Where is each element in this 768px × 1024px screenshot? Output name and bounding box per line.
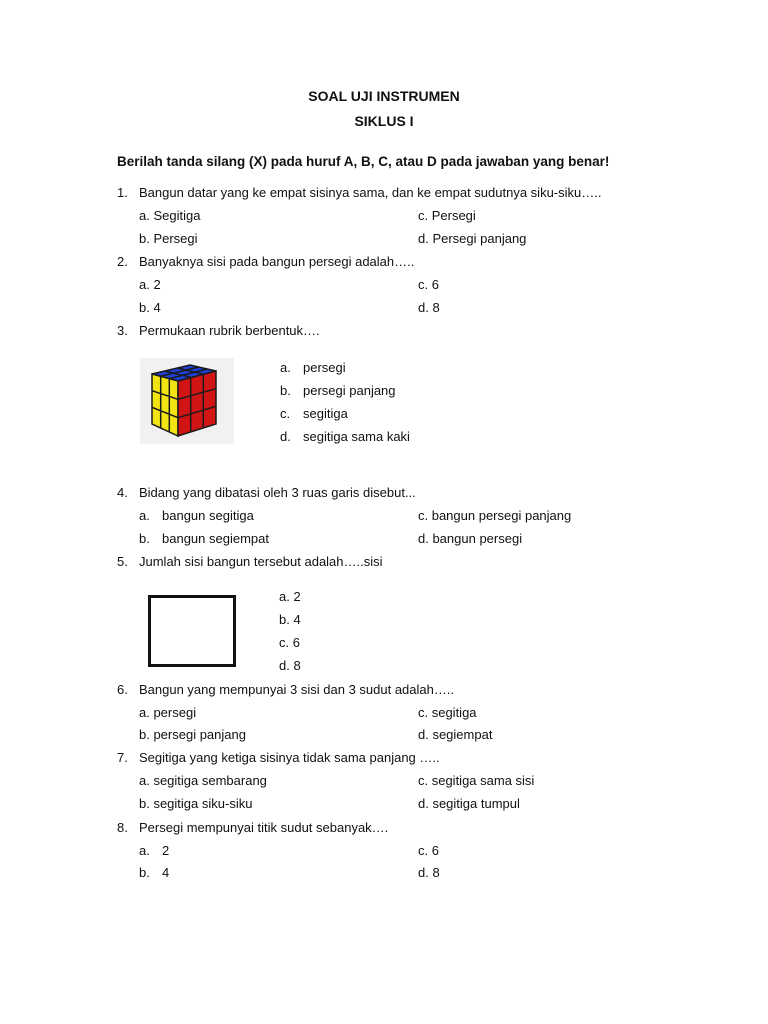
question-6-option-c: c. segitiga bbox=[418, 705, 477, 720]
question-6-text: Bangun yang mempunyai 3 sisi dan 3 sudut adalah….. bbox=[139, 682, 455, 697]
question-3-text: Permukaan rubrik berbentuk…. bbox=[139, 323, 320, 338]
question-3-option-d: segitiga sama kaki bbox=[303, 429, 410, 444]
question-3-option-c-letter: c. bbox=[280, 406, 291, 421]
question-8-option-b: 4 bbox=[162, 865, 170, 880]
question-6-option-b: b. persegi panjang bbox=[139, 727, 246, 742]
question-4-text: Bidang yang dibatasi oleh 3 ruas garis disebut... bbox=[139, 485, 416, 500]
question-5-text: Jumlah sisi bangun tersebut adalah…..sisi bbox=[139, 554, 383, 569]
question-7-option-b: b. segitiga siku-siku bbox=[139, 796, 253, 811]
question-8-number: 8. bbox=[117, 820, 128, 835]
question-3-option-c: segitiga bbox=[303, 406, 348, 421]
rubiks-cube-icon bbox=[140, 358, 234, 444]
question-4-option-d: d. bangun persegi bbox=[418, 531, 523, 546]
question-2-number: 2. bbox=[117, 254, 128, 269]
question-8-option-a-letter: a. bbox=[139, 843, 150, 858]
question-6-option-a: a. persegi bbox=[139, 705, 197, 720]
question-8-option-a: 2 bbox=[162, 843, 170, 858]
question-4-option-c: c. bangun persegi panjang bbox=[418, 508, 572, 523]
document-title: SOAL UJI INSTRUMEN bbox=[308, 88, 460, 104]
question-5-number: 5. bbox=[117, 554, 128, 569]
square-shape-image bbox=[148, 595, 236, 667]
question-4-option-a: bangun segitiga bbox=[162, 508, 254, 523]
question-4-number: 4. bbox=[117, 485, 128, 500]
question-7-option-a: a. segitiga sembarang bbox=[139, 773, 267, 788]
question-2-text: Banyaknya sisi pada bangun persegi adalah….. bbox=[139, 254, 415, 269]
question-7-text: Segitiga yang ketiga sisinya tidak sama panjang ….. bbox=[139, 750, 440, 765]
question-8-text: Persegi mempunyai titik sudut sebanyak…. bbox=[139, 820, 389, 835]
question-1-option-d: d. Persegi panjang bbox=[418, 231, 527, 246]
question-1-option-c: c. Persegi bbox=[418, 208, 476, 223]
question-1-text: Bangun datar yang ke empat sisinya sama, dan ke empat sudutnya siku-siku….. bbox=[139, 185, 602, 200]
question-2-option-c: c. 6 bbox=[418, 277, 439, 292]
question-5-option-b: b. 4 bbox=[279, 612, 301, 627]
question-3-option-b-letter: b. bbox=[280, 383, 291, 398]
question-4-option-b-letter: b. bbox=[139, 531, 150, 546]
question-5-option-a: a. 2 bbox=[279, 589, 301, 604]
question-4-option-a-letter: a. bbox=[139, 508, 150, 523]
question-7-option-d: d. segitiga tumpul bbox=[418, 796, 520, 811]
question-7-option-c: c. segitiga sama sisi bbox=[418, 773, 535, 788]
question-8-option-d: d. 8 bbox=[418, 865, 440, 880]
question-3-number: 3. bbox=[117, 323, 128, 338]
question-6-option-d: d. segiempat bbox=[418, 727, 493, 742]
question-8-option-c: c. 6 bbox=[418, 843, 439, 858]
instruction: Berilah tanda silang (X) pada huruf A, B, C, atau D pada jawaban yang benar! bbox=[117, 154, 610, 169]
question-3-option-b: persegi panjang bbox=[303, 383, 396, 398]
question-7-number: 7. bbox=[117, 750, 128, 765]
question-1-option-a: a. Segitiga bbox=[139, 208, 201, 223]
question-3-option-a-letter: a. bbox=[280, 360, 291, 375]
question-8-option-b-letter: b. bbox=[139, 865, 150, 880]
document-subtitle: SIKLUS I bbox=[354, 113, 414, 129]
question-6-number: 6. bbox=[117, 682, 128, 697]
question-1-number: 1. bbox=[117, 185, 128, 200]
question-4-option-b: bangun segiempat bbox=[162, 531, 269, 546]
rubiks-cube-image bbox=[140, 358, 234, 444]
question-2-option-b: b. 4 bbox=[139, 300, 161, 315]
question-5-option-c: c. 6 bbox=[279, 635, 300, 650]
question-2-option-d: d. 8 bbox=[418, 300, 440, 315]
question-5-option-d: d. 8 bbox=[279, 658, 301, 673]
question-2-option-a: a. 2 bbox=[139, 277, 161, 292]
question-1-option-b: b. Persegi bbox=[139, 231, 198, 246]
question-3-option-a: persegi bbox=[303, 360, 346, 375]
question-3-option-d-letter: d. bbox=[280, 429, 291, 444]
